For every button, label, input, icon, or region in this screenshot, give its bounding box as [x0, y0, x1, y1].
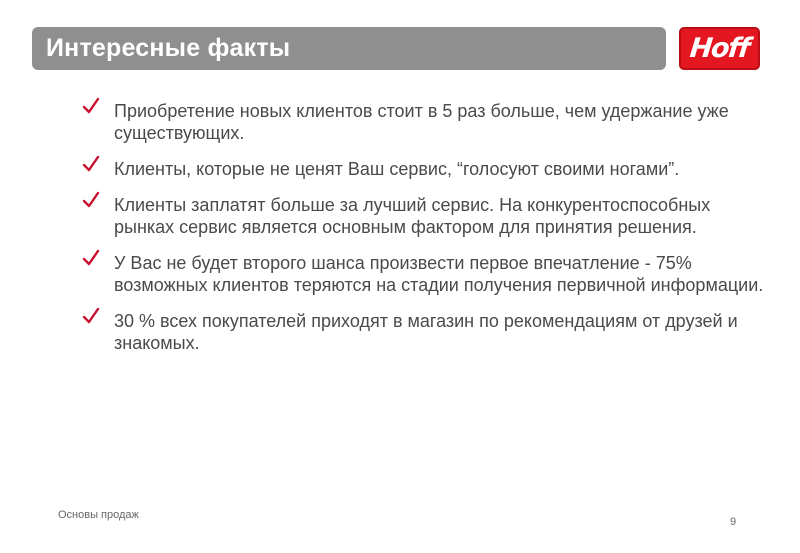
list-item-text: Клиенты заплатят больше за лучший сервис. На конкурентоспособных рынках сервис является основным фактором для принятия решения.	[114, 195, 711, 237]
check-icon	[82, 191, 100, 209]
hoff-logo	[679, 27, 760, 70]
list-item-text: У Вас не будет второго шанса произвести первое впечатление - 75% возможных клиентов теряются на стадии получения первичной информации.	[114, 253, 764, 295]
facts-list	[80, 100, 770, 354]
list-item-text: Приобретение новых клиентов стоит в 5 раз больше, чем удержание уже существующих.	[114, 101, 729, 143]
logo-text: Hoff	[688, 33, 751, 64]
check-icon	[82, 307, 100, 325]
page-number: 9	[730, 516, 737, 528]
check-icon	[82, 97, 100, 115]
list-item	[80, 252, 770, 296]
slide-title: Интересные факты	[46, 34, 291, 62]
list-item-text: 30 % всех покупателей приходят в магазин по рекомендациям от друзей и знакомых.	[114, 311, 738, 353]
list-item-text: Клиенты, которые не ценят Ваш сервис, “голосуют своими ногами”.	[114, 159, 680, 179]
slide-title-bar	[32, 27, 666, 70]
check-icon	[82, 155, 100, 173]
check-icon	[82, 249, 100, 267]
footer-caption: Основы продаж	[58, 509, 139, 521]
list-item	[80, 158, 770, 180]
list-item	[80, 310, 770, 354]
list-item	[80, 100, 770, 144]
list-item	[80, 194, 770, 238]
